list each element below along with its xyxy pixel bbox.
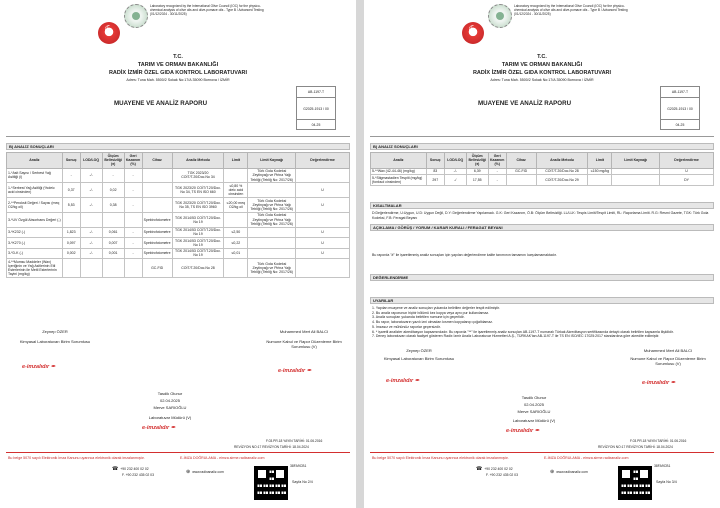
- warning-item: 5. İmzasız ve mühürsüz raporlar geçersizdir.: [372, 324, 441, 329]
- col-limit-source-header: Limit Kaynağı: [612, 153, 660, 169]
- website-link[interactable]: www.radixanaliz.com: [556, 470, 588, 474]
- col-evaluation-cell: U: [296, 238, 350, 249]
- col-limit-source-header: Limit Kaynağı: [248, 153, 296, 169]
- col-result-cell: 0,002: [62, 248, 80, 259]
- table-header-row: [7, 153, 350, 169]
- col-limit-source-cell: Türk Gıda Kodeksi Zeytinyağı ve Pirina Yağı Tebliği (Tebliğ No: 2017/26): [248, 259, 296, 278]
- col-uncertainty-cell: [102, 212, 124, 227]
- table-row: [7, 212, 350, 227]
- warnings-list: [372, 306, 712, 339]
- verify-link[interactable]: E-İMZA DOĞRULAMA - eimza.sirme.radixanaliz.com: [180, 456, 265, 460]
- col-result-header: Sonuç: [62, 153, 80, 169]
- col-analysis-cell: 4-**Mumsu Maddeler (Wax) Içeriğinin ve Yağ Asitlerinin Etil Esterlerinin ile Metil Esterlerinin Tayini (mg/kg): [7, 259, 63, 278]
- col-device-cell: Spektrofotometre: [142, 212, 172, 227]
- col-recovery-cell: -: [124, 168, 142, 183]
- report-title: MUAYENE VE ANALİZ RAPORU: [478, 100, 572, 107]
- notes-title: AÇIKLAMA / GÖRÜŞ / YORUM / KARAR KURALI / FERAGAT BEYANI: [370, 224, 714, 231]
- revision-info: REVİZYON NO:17 REVİZYON TARİHİ: 18.04.2024: [234, 445, 309, 449]
- warning-item: 2. Bu analiz raporunun hiçbir bölümü kez kopya veya aynı pur kullanılamaz.: [372, 310, 490, 315]
- signature-left-name: Zeynep ÖZER: [406, 348, 432, 353]
- col-recovery-cell: [124, 259, 142, 278]
- accreditation-text: Laboratory recognized by the International Olive Council (IOC) for the physico-chemical analysis of olive oils and olive-pomace oils - Type B / Advanced Testing (01/12/2024 - 30/11/2025): [514, 4, 628, 16]
- table-row: [7, 198, 350, 213]
- col-uncertainty-cell: [102, 259, 124, 278]
- pen-icon: ✒: [414, 378, 420, 384]
- col-result-cell: [62, 259, 80, 278]
- approval-date: 02.04.2025: [523, 402, 545, 407]
- warning-item: 1. Yapılan muayene ve analiz sonuçları yukarıda belirtilen değerler tespit edilmiştir.: [372, 306, 500, 310]
- col-recovery-cell: -: [488, 174, 506, 185]
- report-period: 04-25: [311, 123, 321, 127]
- col-uncertainty-cell: 6,39: [466, 168, 488, 174]
- esig-left-text: e-imzalıdır: [386, 378, 414, 384]
- col-lod-loq-cell: [80, 259, 102, 278]
- col-limit-source-cell: [612, 174, 660, 185]
- col-method-cell: COİT/T.20/Doc.No 28: [172, 259, 224, 278]
- col-result-cell: -: [62, 168, 80, 183]
- signature-left-name: Zeynep ÖZER: [42, 329, 68, 334]
- col-method-header: Analiz Metodu: [536, 153, 588, 169]
- phone-number: +90 232 400 02 02: [120, 467, 149, 471]
- col-method-cell: TGK 2014/53 COİT/T.20/Doc. No 19: [172, 248, 224, 259]
- col-recovery-cell: -: [124, 238, 142, 249]
- esig-right-text: e-imzalıdır: [278, 368, 306, 374]
- accreditation-code: AB-1197-T: [661, 87, 699, 98]
- col-result-cell: 0,097: [62, 238, 80, 249]
- header-ministry: TARIM VE ORMAN BAKANLIĞI: [501, 62, 583, 68]
- col-limit-cell: ≤20,00 meq O2/kg oil: [224, 198, 248, 213]
- col-uncertainty-cell: 0,02: [102, 183, 124, 198]
- website-link[interactable]: www.radixanaliz.com: [192, 470, 224, 474]
- ministry-logo-icon: [462, 22, 484, 44]
- header-ministry: TARIM VE ORMAN BAKANLIĞI: [137, 62, 219, 68]
- approval-label: Tasdik Olunur: [521, 395, 547, 400]
- col-limit-cell: ≤0,01: [224, 248, 248, 259]
- col-limit-source-cell: [248, 227, 296, 238]
- esig-right-text: e-imzalıdır: [642, 380, 670, 386]
- col-analysis-header: Analiz: [7, 153, 63, 169]
- verify-code: 38FA9CB1: [290, 464, 307, 468]
- col-result-cell: 297: [426, 174, 444, 185]
- fax-number: F. +90 232 435 02 03: [122, 473, 154, 477]
- col-evaluation-cell: U: [296, 248, 350, 259]
- table-row: [7, 238, 350, 249]
- col-uncertainty-cell: 0,38: [102, 198, 124, 213]
- col-device-cell: [142, 183, 172, 198]
- code-box: [660, 86, 700, 130]
- col-limit-cell: ≤150 mg/kg: [588, 168, 612, 174]
- report-page-3: [364, 0, 720, 508]
- col-device-cell: [142, 168, 172, 183]
- col-method-cell: TGK 2014/53 COİT/T.20/Doc. No 19: [172, 227, 224, 238]
- warning-item: 7. Deney laboratuvarı olarak faaliyet gösteren Radix İzmir Analiz Laboratuvar Hizmetleri A.Ş., TÜRKAK'tan AB-1197-T ile TS EN ISO/IEC 17025:2017 standardına göre akredite edilmiştir.: [372, 334, 660, 339]
- esig-center-text: e-imzalıdır: [506, 428, 534, 434]
- footer-divider: [6, 452, 350, 453]
- col-method-cell: COİT/T.20/Doc.No 29: [536, 174, 588, 185]
- col-recovery-cell: -: [124, 248, 142, 259]
- approval-label: Tasdik Olunur: [157, 391, 183, 396]
- warning-item: 6. * işaretli analizler akreditasyon kapsamındadır. Bu raporda "**" ile işaretlenmiş analiz sonuçları AB-1197-T numaralı Türkak Akreditasyon sertifikasında detaylı olarak belirtilen kapsamla ilişkilidir.: [372, 329, 674, 334]
- table-header-row: [371, 153, 714, 169]
- col-lod-loq-cell: -/-: [80, 198, 102, 213]
- col-limit-cell: [224, 259, 248, 278]
- col-evaluation-cell: [296, 259, 350, 278]
- ioc-seal-icon: [488, 4, 512, 28]
- header-divider: [370, 136, 714, 137]
- col-analysis-cell: 3-*D-K (-): [7, 248, 63, 259]
- col-evaluation-cell: [296, 212, 350, 227]
- evaluation-title: DEĞERLENDİRME: [370, 274, 714, 281]
- col-result-cell: 83: [426, 168, 444, 174]
- col-limit-source-cell: Türk Gıda Kodeksi Zeytinyağı ve Pirina Yağı Tebliği (Tebliğ No: 2017/26): [248, 168, 296, 183]
- col-lod-loq-cell: -/-: [80, 168, 102, 183]
- pen-icon: ✒: [534, 428, 540, 434]
- col-recovery-header: Geri Kazanım (%): [125, 154, 141, 167]
- col-recovery-cell: -: [124, 227, 142, 238]
- table-row: [371, 174, 714, 185]
- col-recovery-cell: -: [124, 183, 142, 198]
- esig-left-stamp: [386, 378, 419, 385]
- esig-center-stamp: [506, 428, 539, 435]
- col-limit-header: Limit: [224, 153, 248, 169]
- col-device-header: Cihaz: [142, 153, 172, 169]
- col-device-cell: Spektrofotometre: [142, 238, 172, 249]
- report-number: G2025-1913 / 00: [661, 98, 699, 120]
- phone-line: [112, 466, 149, 472]
- col-evaluation-header: Değerlendirme: [660, 153, 714, 169]
- ministry-logo-icon: [98, 22, 120, 44]
- col-device-cell: [142, 198, 172, 213]
- abbreviations-text: D:Değerlendirme, U:Uygun, U.D: Uygun Değil, D.Y: Değerlendirme Yapılamadı. G.K: Geri Kazanım, Ö.B: Ölçüm Belirsizliği. LL/LLK: Tespis Limiti/Tespit Limiti, RL: Raporlama Limiti. R.G: Resmi Gazete, TGK: Türk Gıda Kodeksi, F.B: Feragat Beyanı: [372, 211, 709, 220]
- col-method-cell: TGK 2014/53 COİT/T.20/Doc. No 19: [172, 212, 224, 227]
- approver-name: Merve SARIOĞLU: [153, 405, 187, 410]
- phone-icon: ☎: [112, 466, 119, 472]
- col-lod-loq-cell: -/: [444, 174, 466, 185]
- phone-icon: ☎: [476, 466, 483, 472]
- col-device-cell: [506, 174, 536, 185]
- col-limit-cell: ≤0,22: [224, 238, 248, 249]
- section-title: B) ANALİZ SONUÇLARI: [370, 143, 714, 150]
- globe-icon: ⊕: [550, 469, 555, 475]
- col-limit-header: Limit: [588, 153, 612, 169]
- code-box: [296, 86, 336, 130]
- table-row: [7, 183, 350, 198]
- header-divider: [6, 136, 350, 137]
- esig-left-stamp: [22, 364, 55, 371]
- table-row: [7, 227, 350, 238]
- col-result-cell: 5,53: [62, 198, 80, 213]
- results-table: [370, 152, 714, 186]
- header-lab: RADİX İZMİR ÖZEL GIDA KONTROL LABORATUVARI: [108, 70, 248, 76]
- col-method-cell: TGK 2023/20 COİT/T.20/Doc. No 34, TS EN ISO 660: [172, 183, 224, 198]
- warnings-title: UYARILAR: [370, 297, 714, 304]
- col-device-header: Cihaz: [506, 153, 536, 169]
- col-limit-source-cell: [248, 183, 296, 198]
- header-address: Adres: Tuna Mah. 5500/2 Sokak No:17/A 35090 Bornova / İZMİR: [126, 78, 230, 82]
- col-result-cell: 1,823: [62, 227, 80, 238]
- col-limit-source-cell: [248, 248, 296, 259]
- approver-name: Merve SARIOĞLU: [517, 409, 551, 414]
- signature-right-name: Muhammed Mert Ali BALCI: [279, 329, 329, 334]
- col-evaluation-cell: U: [660, 168, 714, 174]
- accreditation-text: Laboratory recognized by the International Olive Council (IOC) for the physico-chemical analysis of olive oils and olive-pomace oils - Type B / Advanced Testing (01/12/2024 - 30/11/2025): [150, 4, 264, 16]
- page-number: Sayfa No 2/4: [292, 480, 313, 484]
- col-result-cell: 0,37: [62, 183, 80, 198]
- report-number: G2025-1913 / 00: [297, 98, 335, 120]
- col-evaluation-header: Değerlendirme: [296, 153, 350, 169]
- col-uncertainty-header: Ölçüm Belirsizliği (±): [102, 153, 124, 169]
- col-analysis-cell: 1-*Serbest Yağ Asitliği (%oleic acid cinsinden): [7, 183, 63, 198]
- col-uncertainty-cell: 0,007: [102, 238, 124, 249]
- col-result-header: Sonuç: [426, 153, 444, 169]
- col-limit-cell: [224, 212, 248, 227]
- verify-code: 38FA9CB1: [654, 464, 671, 468]
- verify-link[interactable]: E-İMZA DOĞRULAMA - eimza.sirme.radixanaliz.com: [544, 456, 629, 460]
- report-page-2: [0, 0, 356, 508]
- phone-line: [476, 466, 513, 472]
- qr-code-icon: [618, 466, 652, 500]
- header-tc: T.C.: [537, 54, 547, 60]
- notes-text: Bu raporda "#" ile işaretlenmiş analiz sonuçları için yapılan değerlendirme kalite tanımının tamamını karşılamamaktadır.: [372, 253, 557, 257]
- header-lab: RADİX İZMİR ÖZEL GIDA KONTROL LABORATUVARI: [472, 70, 612, 76]
- esig-right-stamp: [278, 368, 311, 375]
- col-uncertainty-cell: 0,001: [102, 248, 124, 259]
- esig-center-text: e-imzalıdır: [142, 425, 170, 431]
- col-analysis-cell: 3-*K232 (-): [7, 227, 63, 238]
- signature-right-role: Numune Kabul ve Rapor Düzenleme Birim Sorumlusu (V): [630, 356, 706, 366]
- col-evaluation-cell: U: [296, 198, 350, 213]
- col-analysis-cell: 5-**Wax (42-44-46) (mg/kg): [371, 168, 427, 174]
- col-analysis-cell: 1-*Asit Sayısı / Serbest Yağ Asitliği (i): [7, 168, 63, 183]
- warning-item: 3. Analiz sonuçları yukarıda belirtilen numune için geçerlidir.: [372, 315, 465, 320]
- col-device-cell: Spektrofotometre: [142, 227, 172, 238]
- col-device-cell: Spektrofotometre: [142, 248, 172, 259]
- fax-number: F. +90 232 435 02 03: [486, 473, 518, 477]
- col-uncertainty-cell: 17,55: [466, 174, 488, 185]
- table-row: [7, 248, 350, 259]
- col-recovery-header: Geri Kazanım (%): [490, 154, 505, 167]
- approver-role: Laboratuvar Müdürü (V): [512, 418, 556, 423]
- approver-role: Laboratuvar Müdürü (V): [148, 415, 192, 420]
- col-limit-source-cell: Türk Gıda Kodeksi Zeytinyağı ve Pirina Yağı Tebliği (Tebliğ No: 2017/26): [248, 212, 296, 227]
- qr-code-icon: [254, 466, 288, 500]
- col-method-header: Analiz Metodu: [172, 153, 224, 169]
- pen-icon: ✒: [170, 425, 176, 431]
- warning-item: 4. Bu rapor, laboratuvarın yazılı izni olmadan kısmen kopyalanıp çoğaltılamaz.: [372, 320, 494, 325]
- col-analysis-cell: 3-*K270 (-): [7, 238, 63, 249]
- pen-icon: ✒: [306, 368, 312, 374]
- pen-icon: ✒: [670, 380, 676, 386]
- report-period: 04-25: [675, 123, 685, 127]
- col-recovery-cell: [124, 212, 142, 227]
- signature-left-role: Kimyasal Laboratuvarı Birim Sorumlusu: [19, 339, 91, 344]
- col-lod-loq-cell: -/-: [80, 183, 102, 198]
- page-number: Sayfa No 3/4: [656, 480, 677, 484]
- form-code: F.03.PR.18 YAYIN TARİHİ: 01.06.2016: [266, 439, 323, 443]
- signature-right-name: Muhammed Mert Ali BALCI: [643, 348, 693, 353]
- col-lod-loq-header: LOD/LOQ: [80, 153, 102, 169]
- accreditation-code: AB-1197-T: [297, 87, 335, 98]
- col-limit-source-cell: Türk Gıda Kodeksi Zeytinyağı ve Pirina Yağı Tebliği (Tebliğ No: 2017/26): [248, 198, 296, 213]
- signature-left-role: Kimyasal Laboratuvarı Birim Sorumlusu: [383, 356, 455, 361]
- website-line[interactable]: [186, 469, 224, 475]
- law-notice: Bu belge 5070 sayılı Elektronik İmza Kanunu uyarınca elektronik olarak imzalanmıştır.: [8, 456, 145, 460]
- col-device-cell: GC-FID: [506, 168, 536, 174]
- approval-date: 02.04.2025: [159, 398, 181, 403]
- website-line[interactable]: [550, 469, 588, 475]
- col-analysis-cell: 5-*Stigmastadien Tespiti (mg/kg) (fonksol cinsinden): [371, 174, 427, 185]
- col-recovery-cell: -: [124, 198, 142, 213]
- phone-number: +90 232 400 02 02: [484, 467, 513, 471]
- report-title: MUAYENE VE ANALİZ RAPORU: [114, 100, 208, 107]
- col-method-cell: TGK 2014/53 COİT/T.20/Doc. No 19: [172, 238, 224, 249]
- col-result-cell: [62, 212, 80, 227]
- col-lod-loq-header: LOD/LOQ: [444, 153, 466, 169]
- esig-center-stamp: [142, 425, 175, 432]
- globe-icon: ⊕: [186, 469, 191, 475]
- col-method-cell: TGK 2023/20 COİT/T.20/Doc.No 34: [172, 168, 224, 183]
- law-notice: Bu belge 5070 sayılı Elektronik İmza Kanunu uyarınca elektronik olarak imzalanmıştır.: [372, 456, 509, 460]
- header-tc: T.C.: [173, 54, 183, 60]
- col-method-cell: TGK 2023/20 COİT/T.20/Doc. No 35, TS EN ISO 3960: [172, 198, 224, 213]
- header-address: Adres: Tuna Mah. 5500/2 Sokak No:17/A 35090 Bornova / İZMİR: [490, 78, 594, 82]
- col-evaluation-cell: DY: [660, 174, 714, 185]
- signature-right-role: Numune Kabul ve Rapor Düzenleme Birim Sorumlusu (V): [266, 339, 342, 349]
- col-limit-source-cell: [248, 238, 296, 249]
- footer-divider: [370, 452, 714, 453]
- revision-info: REVİZYON NO:17 REVİZYON TARİHİ: 18.04.2024: [598, 445, 673, 449]
- col-recovery-cell: -: [488, 168, 506, 174]
- col-analysis-cell: 2-**Peroksit Değeri / Sayısı (meq O2/kg oil): [7, 198, 63, 213]
- col-evaluation-cell: [296, 168, 350, 183]
- col-lod-loq-cell: -/-: [80, 238, 102, 249]
- table-row: [7, 168, 350, 183]
- pen-icon: ✒: [50, 364, 56, 370]
- table-row: [7, 259, 350, 278]
- col-uncertainty-cell: -: [102, 168, 124, 183]
- col-lod-loq-cell: -/-: [80, 248, 102, 259]
- col-limit-cell: [224, 168, 248, 183]
- ioc-seal-icon: [124, 4, 148, 28]
- col-limit-cell: [588, 174, 612, 185]
- col-lod-loq-cell: -/-: [444, 168, 466, 174]
- section-title: B) ANALİZ SONUÇLARI: [6, 143, 350, 150]
- col-evaluation-cell: U: [296, 183, 350, 198]
- col-analysis-cell: 3-*UV Özgül Absorbans Değeri (-): [7, 212, 63, 227]
- results-table: [6, 152, 350, 278]
- col-method-cell: COİT/T.20/Doc.No 28: [536, 168, 588, 174]
- col-limit-cell: ≤2,50: [224, 227, 248, 238]
- col-lod-loq-cell: [80, 212, 102, 227]
- abbreviations-title: KISALTMALAR: [370, 202, 714, 209]
- esig-right-stamp: [642, 380, 675, 387]
- col-uncertainty-cell: 0,061: [102, 227, 124, 238]
- col-evaluation-cell: U: [296, 227, 350, 238]
- col-lod-loq-cell: -/-: [80, 227, 102, 238]
- form-code: F.03.PR.18 YAYIN TARİHİ: 01.06.2016: [630, 439, 687, 443]
- col-analysis-header: Analiz: [371, 153, 427, 169]
- esig-left-text: e-imzalıdır: [22, 364, 50, 370]
- col-uncertainty-header: Ölçüm Belirsizliği (±): [466, 153, 488, 169]
- col-device-cell: GC-FID: [142, 259, 172, 278]
- col-limit-cell: ≤0,80 % oleic acid cinsinden: [224, 183, 248, 198]
